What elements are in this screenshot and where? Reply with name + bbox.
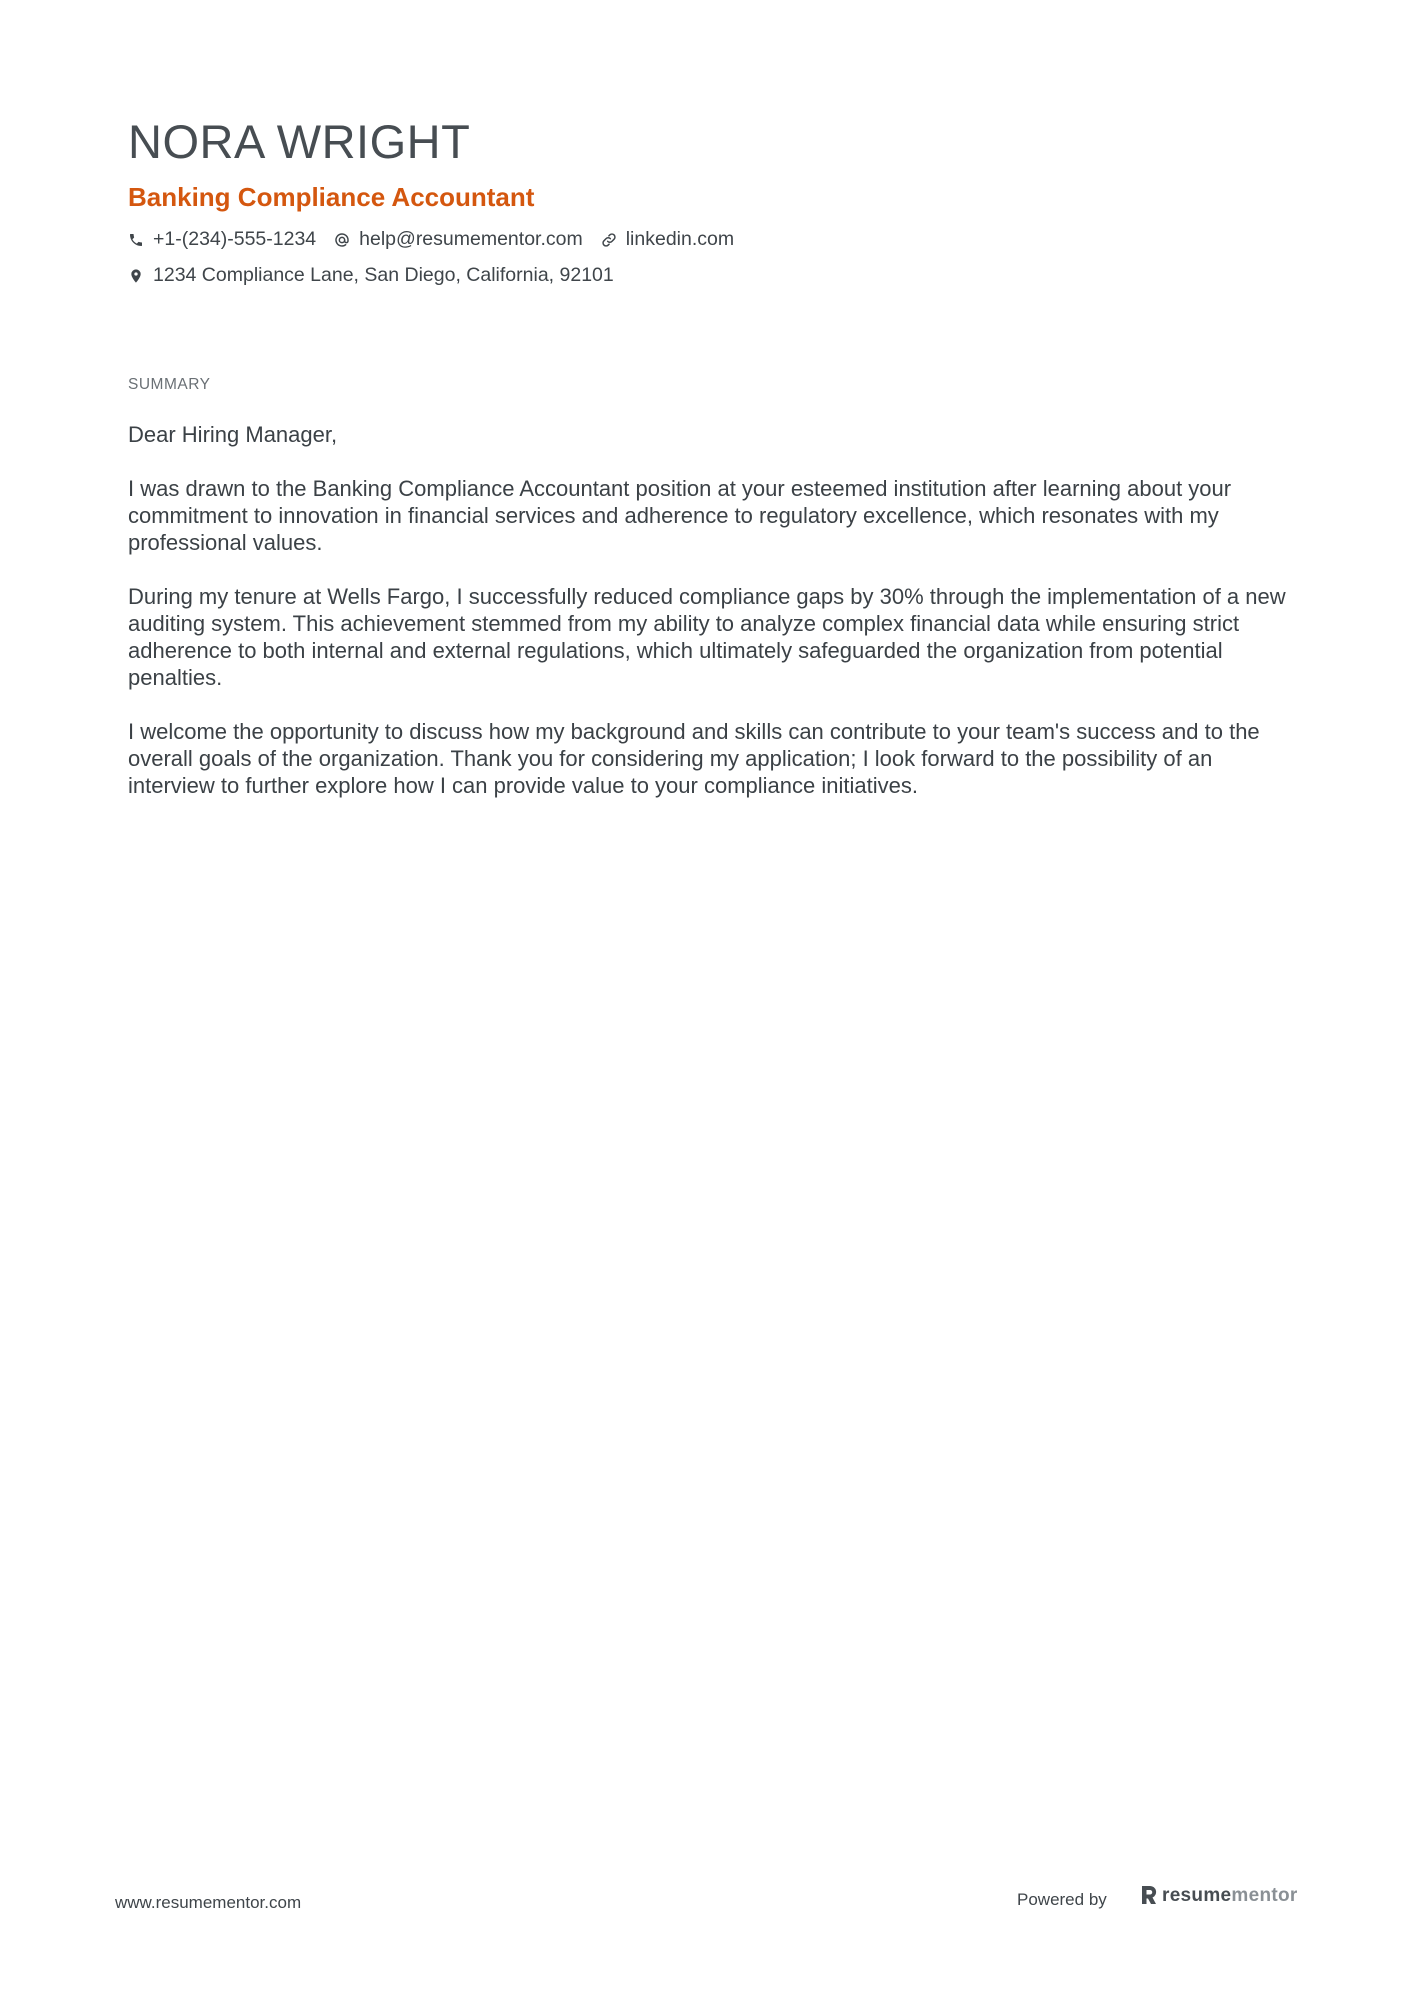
brand-wordmark bbox=[1162, 1886, 1298, 1905]
contact-row-address bbox=[128, 266, 632, 286]
letter-salutation: Dear Hiring Manager, bbox=[128, 422, 338, 447]
contact-row-primary bbox=[128, 230, 752, 250]
link-icon bbox=[601, 232, 617, 248]
phone-text: +1-(234)-555-1234 bbox=[153, 228, 317, 250]
letter-paragraph: I was drawn to the Banking Compliance Accountant position at your esteemed institution after learning about your commitment to innovation in financial services and adherence to regulatory excellence, which resonates with my professional values. bbox=[128, 476, 1232, 555]
brand-wordmark-mentor: mentor bbox=[1231, 1884, 1298, 1906]
email-link[interactable]: help@resumementor.com bbox=[359, 228, 583, 250]
powered-by-label: Powered by bbox=[1017, 1890, 1107, 1909]
resumementor-logo[interactable] bbox=[1140, 1884, 1298, 1906]
footer-website-link[interactable]: www.resumementor.com bbox=[115, 1893, 302, 1912]
candidate-name: NORA WRIGHT bbox=[128, 115, 471, 168]
brand-wordmark-resume: resume bbox=[1162, 1884, 1232, 1906]
contact-phone bbox=[128, 230, 316, 250]
phone-icon bbox=[128, 232, 144, 248]
contact-address bbox=[128, 266, 614, 286]
at-icon bbox=[334, 232, 350, 248]
job-title: Banking Compliance Accountant bbox=[128, 182, 535, 212]
letter-paragraph: I welcome the opportunity to discuss how my background and skills can contribute to your team's success and to the overall goals of the organization. Thank you for considering my application; I look forward to the possibility of an interview to further explore how I can provide value to your compliance initiatives. bbox=[128, 719, 1260, 798]
location-pin-icon bbox=[128, 268, 144, 284]
resumementor-logo-icon bbox=[1140, 1884, 1158, 1906]
contact-email bbox=[334, 230, 583, 250]
letter-paragraph: During my tenure at Wells Fargo, I successfully reduced compliance gaps by 30% through the implementation of a new auditing system. This achievement stemmed from my ability to analyze complex financial data while ensuring strict adherence to both internal and external regulations, which ultimately safeguarded the organization from potential penalties. bbox=[128, 584, 1286, 690]
address-text: 1234 Compliance Lane, San Diego, California, 92101 bbox=[153, 264, 614, 286]
contact-linkedin bbox=[601, 230, 734, 250]
letter-body bbox=[128, 421, 1288, 826]
section-heading-summary: SUMMARY bbox=[128, 376, 211, 393]
linkedin-link[interactable]: linkedin.com bbox=[625, 228, 735, 250]
